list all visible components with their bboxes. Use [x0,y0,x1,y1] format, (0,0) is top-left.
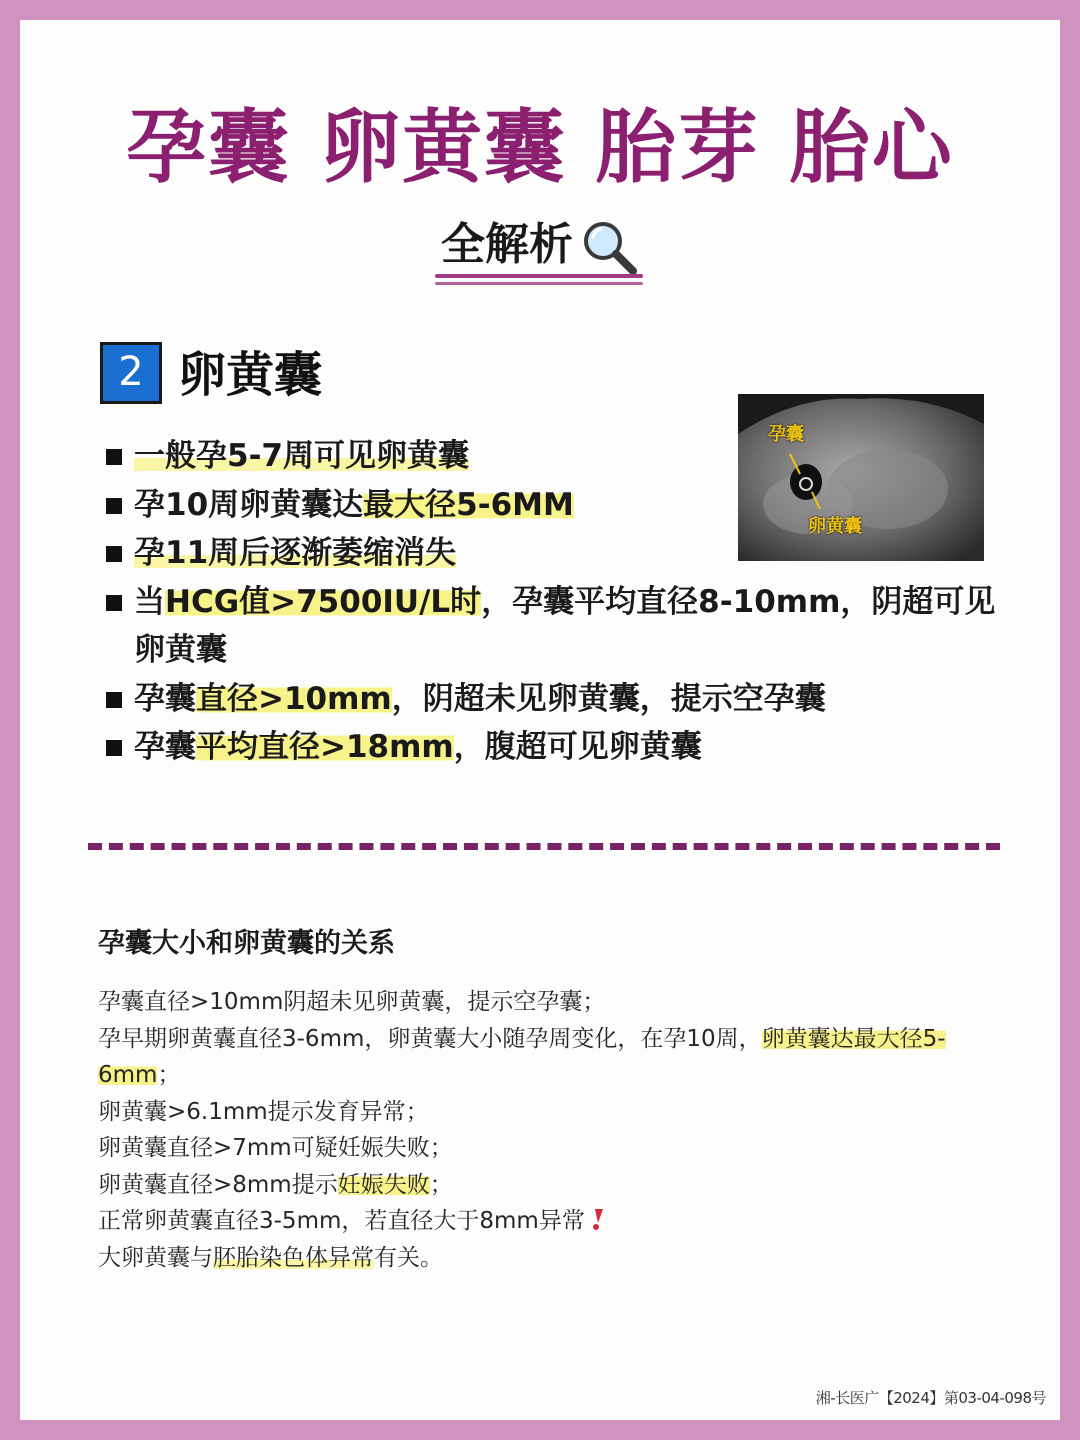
subtitle-text: 全解析 [441,219,573,270]
page-title: 孕囊 卵黄囊 胎芽 胎心 [126,101,954,194]
footer-license: 湘-长医广【2024】第03-04-098号 [815,1389,1046,1407]
relation-line: 孕早期卵黄囊直径3-6mm，卵黄囊大小随孕周变化，在孕10周，卵黄囊达最大径5-6mm； [98,1025,946,1088]
bullet-item: 当HCG值>7500IU/L时，孕囊平均直径8-10mm，阴超可见卵黄囊 [104,578,1004,675]
bullet-item: 孕囊直径>10mm，阴超未见卵黄囊，提示空孕囊 [104,675,1004,724]
relation-line: 卵黄囊直径>7mm可疑妊娠失败； [98,1135,453,1161]
bullet-item: 孕囊平均直径>18mm，腹超可见卵黄囊 [104,723,1004,772]
label-yolk-sac: 卵黄囊 [808,516,862,537]
label-gestational-sac: 孕囊 [768,424,804,445]
relation-line: 大卵黄囊与胚胎染色体异常有关。 [98,1244,443,1271]
relation-line: 正常卵黄囊直径3-5mm，若直径大于8mm异常 [98,1203,1008,1240]
section-divider [88,843,1000,850]
subtitle-underline [435,274,643,278]
bullet-item: 孕11周后逐渐萎缩消失 [104,529,1004,578]
relation-line: 卵黄囊直径>8mm提示妊娠失败； [98,1171,453,1198]
bullet-item: 孕10周卵黄囊达最大径5-6MM [104,481,1004,530]
subtitle-underline-2 [435,282,643,285]
page-subtitle [0,215,1080,277]
relation-title: 孕囊大小和卵黄囊的关系 [98,928,395,959]
relation-list [98,984,1008,1276]
exclamation-icon [587,1207,609,1231]
section-title: 卵黄囊 [178,347,323,403]
relation-line: 卵黄囊>6.1mm提示发育异常； [98,1098,429,1125]
magnifier-icon [579,217,639,277]
relation-line: 孕囊直径>10mm阴超未见卵黄囊，提示空孕囊； [98,989,606,1015]
bullet-item: 一般孕5-7周可见卵黄囊 [104,432,1004,481]
bullet-list [104,432,1004,772]
section-number-badge: 2 [100,342,162,404]
